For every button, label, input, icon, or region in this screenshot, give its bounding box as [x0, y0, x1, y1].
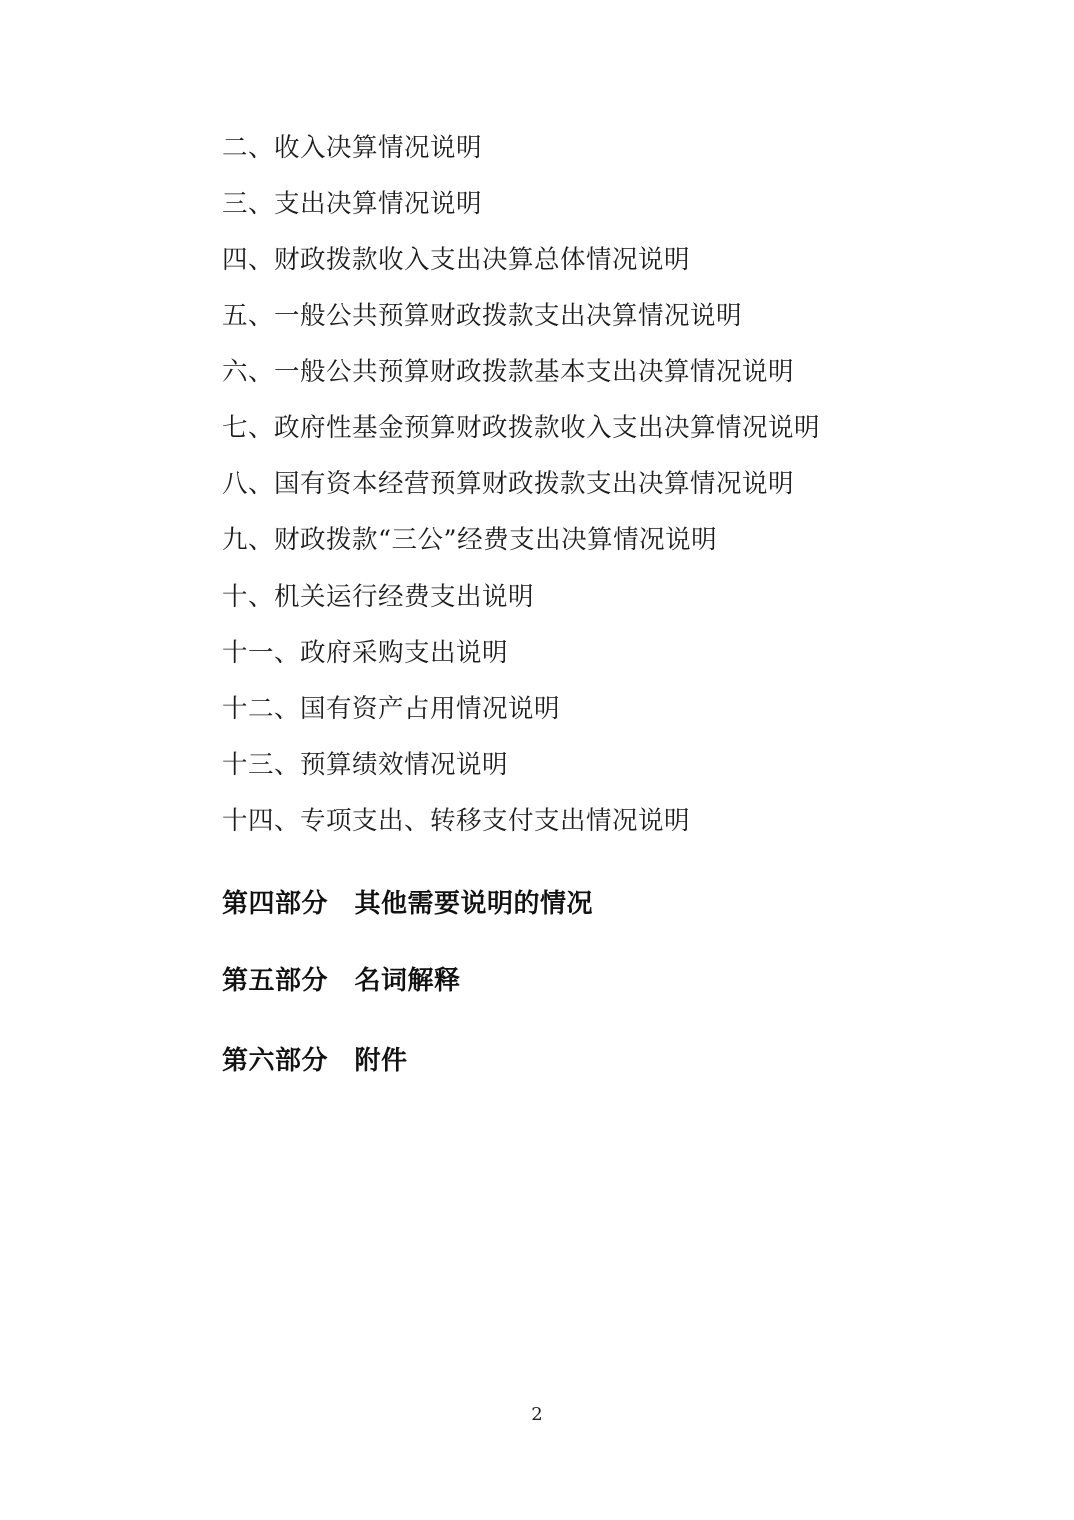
list-item[interactable]: [0, 469, 795, 499]
section-heading-part-four[interactable]: [0, 883, 593, 920]
list-item[interactable]: [0, 806, 691, 836]
section-heading-label: 第五部分 名词解释: [222, 966, 461, 996]
toc-entry-label: 二、收入决算情况说明: [222, 133, 483, 163]
toc-entry-label: 十、机关运行经费支出说明: [222, 582, 535, 612]
list-item[interactable]: [0, 582, 535, 612]
page-number: 2: [531, 1404, 543, 1425]
section-heading-part-six[interactable]: [0, 1040, 408, 1077]
list-item[interactable]: [0, 301, 743, 331]
list-item[interactable]: [0, 694, 561, 724]
list-item[interactable]: [0, 189, 483, 219]
toc-entry-label: 五、一般公共预算财政拨款支出决算情况说明: [222, 301, 743, 331]
list-item[interactable]: [0, 638, 509, 668]
toc-entry-label: 十三、预算绩效情况说明: [222, 750, 509, 780]
toc-entry-label: 六、一般公共预算财政拨款基本支出决算情况说明: [222, 357, 795, 387]
section-heading-label: 第六部分 附件: [222, 1046, 408, 1076]
toc-entry-label: 八、国有资本经营预算财政拨款支出决算情况说明: [222, 469, 795, 499]
toc-entry-label: 七、政府性基金预算财政拨款收入支出决算情况说明: [222, 413, 821, 443]
toc-entry-label: 四、财政拨款收入支出决算总体情况说明: [222, 245, 691, 275]
section-heading-part-five[interactable]: [0, 960, 461, 997]
section-heading-label: 第四部分 其他需要说明的情况: [222, 889, 594, 919]
toc-entry-label: 十一、政府采购支出说明: [222, 638, 509, 668]
list-item[interactable]: [0, 133, 483, 163]
toc-entry-label: 十二、国有资产占用情况说明: [222, 694, 561, 724]
toc-entry-label: 三、支出决算情况说明: [222, 189, 483, 219]
toc-entry-label: 十四、专项支出、转移支付支出情况说明: [222, 806, 691, 836]
list-item[interactable]: [0, 525, 718, 555]
toc-entry-label: 九、财政拨款“三公”经费支出决算情况说明: [222, 525, 718, 555]
list-item[interactable]: [0, 413, 821, 443]
list-item[interactable]: [0, 750, 509, 780]
list-item[interactable]: [0, 357, 795, 387]
list-item[interactable]: [0, 245, 691, 275]
